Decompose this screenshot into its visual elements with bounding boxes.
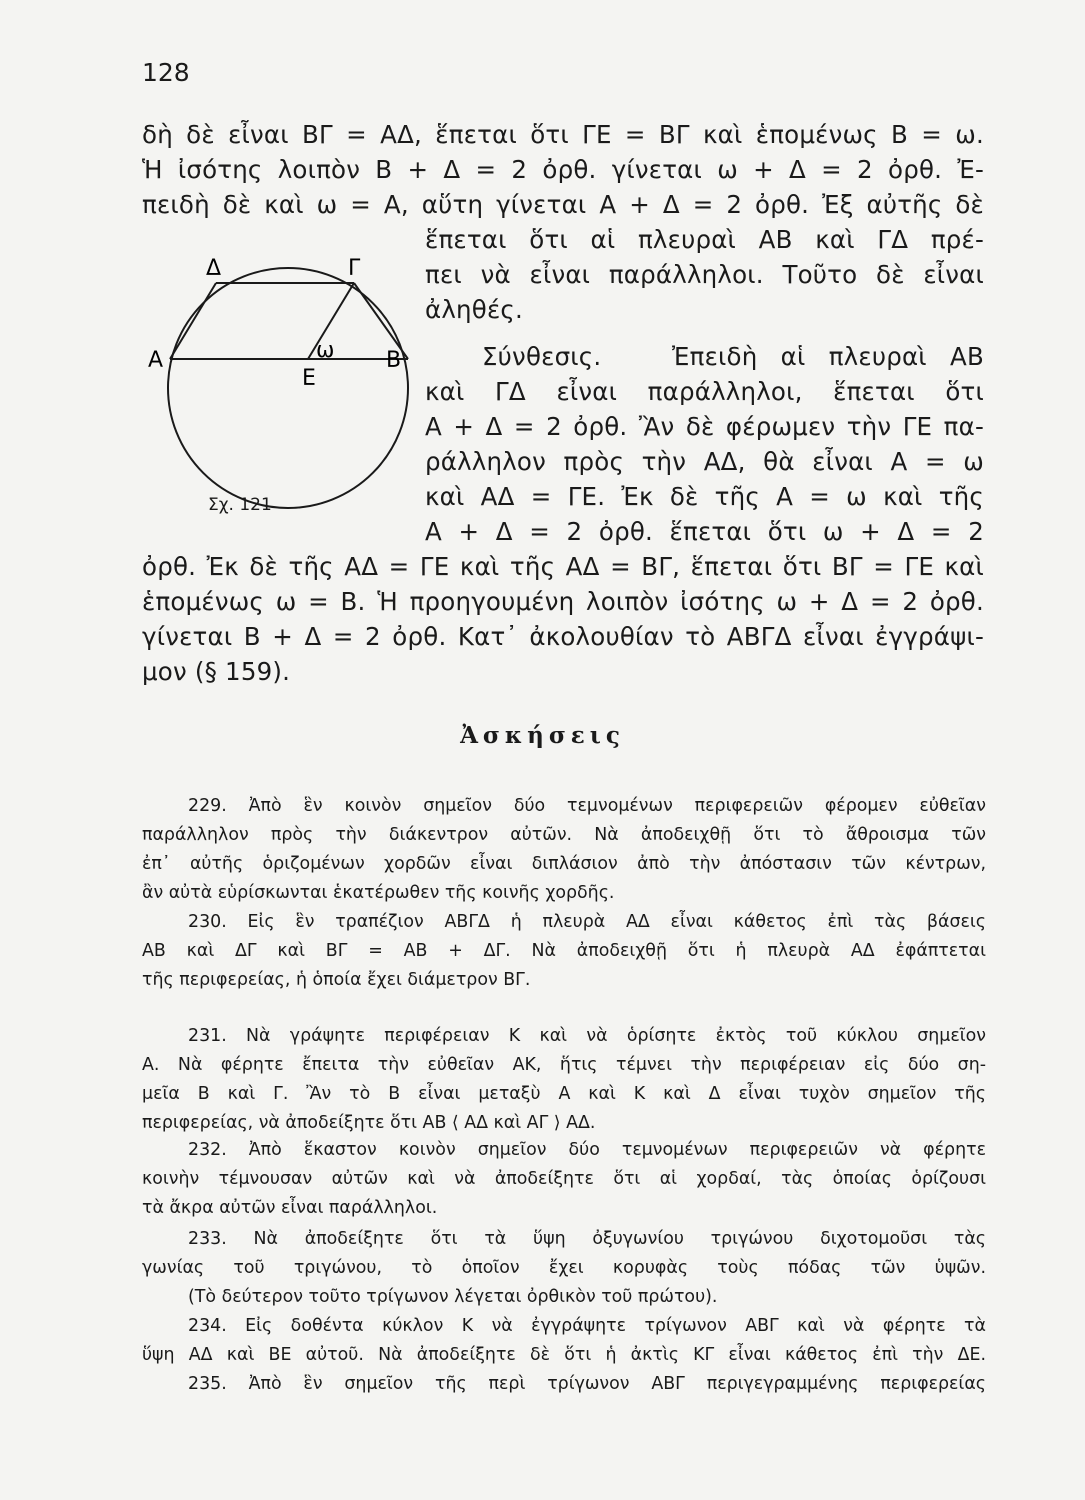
exercise-line: ΑΒ καὶ ΔΓ καὶ ΒΓ = ΑΒ + ΔΓ. Νὰ ἀποδειχθῇ ὅτι ἡ πλευρὰ ΑΔ ἐφάπτεται (142, 941, 986, 961)
label-beta: Β (386, 348, 402, 373)
label-alpha: Α (148, 348, 164, 373)
exercise-line: 235. Ἀπὸ ἓν σημεῖον τῆς περὶ τρίγωνον ΑΒΓ περιγεγραμμένης περιφερείας (188, 1374, 986, 1394)
side-ad (170, 283, 216, 359)
exercise-line: περιφερείας, νὰ ἀποδείξητε ὅτι ΑΒ ⟨ ΑΔ καὶ ΑΓ ⟩ ΑΔ. (142, 1113, 596, 1133)
exercise-line: τὰ ἄκρα αὐτῶν εἶναι παράλληλοι. (142, 1198, 438, 1218)
text-line: Ἐπειδὴ αἱ πλευραὶ ΑΒ (672, 342, 984, 371)
text-line: Ἡ ἰσότης λοιπὸν Β + Δ = 2 ὀρθ. γίνεται ω + Δ = 2 ὀρθ. Ἐ- (142, 155, 984, 184)
page-number: 128 (142, 58, 190, 87)
label-omega: ω (316, 338, 335, 363)
exercise-line: μεῖα Β καὶ Γ. Ἂν τὸ Β εἶναι μεταξὺ Α καὶ Κ καὶ Δ εἶναι τυχὸν σημεῖον τῆς (142, 1084, 986, 1104)
text-line: ὀρθ. Ἐκ δὲ τῆς ΑΔ = ΓΕ καὶ τῆς ΑΔ = ΒΓ, ἕπεται ὅτι ΒΓ = ΓΕ καὶ (142, 552, 984, 581)
exercise-line: Α. Νὰ φέρητε ἔπειτα τὴν εὐθεῖαν ΑΚ, ἥτις τέμνει τὴν περιφέρειαν εἰς δύο ση- (142, 1055, 986, 1075)
text-line: πει νὰ εἶναι παράλληλοι. Τοῦτο δὲ εἶναι (425, 260, 984, 289)
synthesis-label: Σύνθεσις. (482, 342, 602, 371)
exercise-line: γωνίας τοῦ τριγώνου, τὸ ὁποῖον ἔχει κορυφὰς τοὺς πόδας τῶν ὑψῶν. (142, 1258, 986, 1278)
exercise-line: παράλληλον πρὸς τὴν διάκεντρον αὐτῶν. Νὰ ἀποδειχθῇ ὅτι τὸ ἄθροισμα τῶν (142, 825, 986, 845)
text-line: πειδὴ δὲ καὶ ω = Α, αὕτη γίνεται Α + Δ = 2 ὀρθ. Ἐξ αὐτῆς δὲ (142, 190, 984, 219)
text-line: δὴ δὲ εἶναι ΒΓ = ΑΔ, ἕπεται ὅτι ΓΕ = ΒΓ καὶ ἑπομένως Β = ω. (142, 120, 984, 149)
exercise-line: 234. Εἰς δοθέντα κύκλον Κ νὰ ἐγγράψητε τρίγωνον ΑΒΓ καὶ νὰ φέρητε τὰ (188, 1316, 986, 1336)
exercises-heading: Ἀσκήσεις (460, 722, 625, 749)
figure-caption: Σχ. 121 (208, 495, 272, 515)
exercise-line: 232. Ἀπὸ ἕκαστον κοινὸν σημεῖον δύο τεμνομένων περιφερειῶν νὰ φέρητε (188, 1140, 986, 1160)
exercise-line: 229. Ἀπὸ ἓν κοινὸν σημεῖον δύο τεμνομένων περιφερειῶν φέρομεν εὐθεῖαν (188, 796, 986, 816)
text-line: ἀληθές. (425, 295, 523, 324)
label-gamma: Γ (348, 256, 361, 281)
figure-121 (140, 245, 430, 535)
exercise-line: ἐπ᾿ αὐτῆς ὁριζομένων χορδῶν εἶναι διπλάσιον ἀπὸ τὴν ἀπόστασιν τῶν κέντρων, (142, 854, 986, 874)
exercise-line: τῆς περιφερείας, ἡ ὁποία ἔχει διάμετρον ΒΓ. (142, 970, 531, 990)
text-line: ράλληλον πρὸς τὴν ΑΔ, θὰ εἶναι Α = ω (425, 447, 984, 476)
label-delta: Δ (206, 256, 222, 281)
exercise-line: ἂν αὐτὰ εὑρίσκωνται ἑκατέρωθεν τῆς κοινῆς χορδῆς. (142, 883, 615, 903)
exercise-line: κοινὴν τέμνουσαν αὐτῶν καὶ νὰ ἀποδείξητε ὅτι αἱ χορδαί, τὰς ὁποίας ὁρίζουσι (142, 1169, 986, 1189)
text-line: γίνεται Β + Δ = 2 ὀρθ. Κατ᾿ ἀκολουθίαν τὸ ΑΒΓΔ εἶναι ἐγγράψι- (142, 622, 984, 651)
exercise-line: 233. Νὰ ἀποδείξητε ὅτι τὰ ὕψη ὀξυγωνίου τριγώνου διχοτομοῦσι τὰς (188, 1229, 986, 1249)
text-line: ἕπεται ὅτι αἱ πλευραὶ ΑΒ καὶ ΓΔ πρέ- (425, 225, 984, 254)
exercise-line: ὕψη ΑΔ καὶ ΒΕ αὐτοῦ. Νὰ ἀποδείξητε δὲ ὅτι ἡ ἀκτὶς ΚΓ εἶναι κάθετος ἐπὶ τὴν ΔΕ. (142, 1345, 986, 1365)
text-line: ἑπομένως ω = Β. Ἡ προηγουμένη λοιπὸν ἰσότης ω + Δ = 2 ὀρθ. (142, 587, 984, 616)
label-epsilon: Ε (302, 366, 316, 391)
text-line: Α + Δ = 2 ὀρθ. Ἂν δὲ φέρωμεν τὴν ΓΕ πα- (425, 412, 984, 441)
exercise-line: 231. Νὰ γράψητε περιφέρειαν Κ καὶ νὰ ὁρίσητε ἐκτὸς τοῦ κύκλου σημεῖον (188, 1026, 986, 1046)
exercise-line: (Τὸ δεύτερον τοῦτο τρίγωνον λέγεται ὀρθικὸν τοῦ πρώτου). (188, 1287, 718, 1307)
text-line: καὶ ΑΔ = ΓΕ. Ἐκ δὲ τῆς Α = ω καὶ τῆς (425, 482, 984, 511)
text-line: καὶ ΓΔ εἶναι παράλληλοι, ἕπεται ὅτι (425, 377, 984, 406)
text-line: μον (§ 159). (142, 657, 291, 686)
exercise-line: 230. Εἰς ἓν τραπέζιον ΑΒΓΔ ἡ πλευρὰ ΑΔ εἶναι κάθετος ἐπὶ τὰς βάσεις (188, 912, 986, 932)
text-line: Α + Δ = 2 ὀρθ. ἕπεται ὅτι ω + Δ = 2 (425, 517, 984, 546)
